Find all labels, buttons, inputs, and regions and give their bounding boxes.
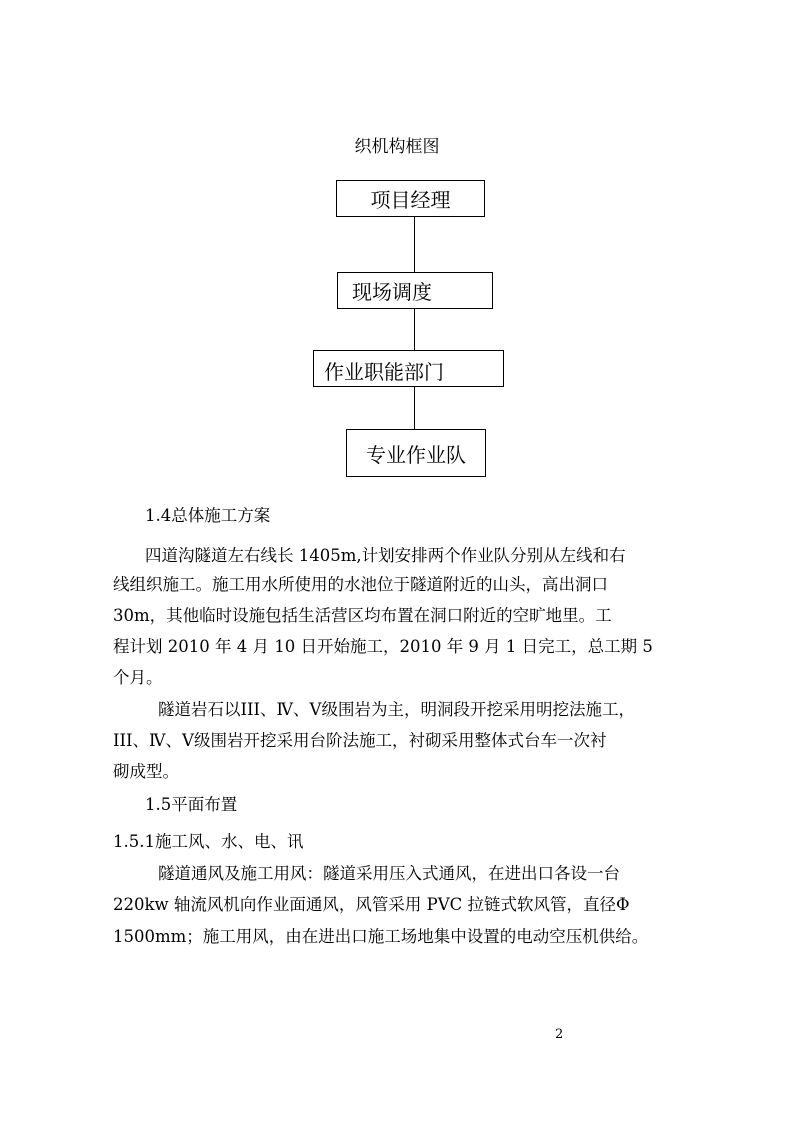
section-heading-1-4: 1.4总体施工方案 <box>145 506 271 525</box>
connector-line <box>414 309 415 350</box>
connector-line <box>414 387 415 430</box>
paragraph-line: III、Ⅳ、Ⅴ级围岩开挖采用台阶法施工，衬砌采用整体式台车一次衬 <box>113 731 607 750</box>
org-box-site-dispatch <box>337 272 493 309</box>
org-box-specialized-teams <box>346 429 486 477</box>
paragraph-line: 个月。 <box>113 668 163 687</box>
paragraph-line: 1500mm；施工用风，由在进出口施工场地集中设置的电动空压机供给。 <box>113 927 649 946</box>
org-chart-title: 织机构框图 <box>354 137 440 157</box>
paragraph-line: 线组织施工。施工用水所使用的水池位于隧道附近的山头，高出洞口 <box>113 575 608 594</box>
org-box-label: 专业作业队 <box>366 442 466 467</box>
subsection-heading-1-5-1: 1.5.1施工风、水、电、讯 <box>113 832 304 851</box>
paragraph-line: 30m，其他临时设施包括生活营区均布置在洞口附近的空旷地里。工 <box>113 606 612 625</box>
section-heading-1-5: 1.5平面布置 <box>145 795 238 814</box>
org-box-label: 作业职能部门 <box>324 360 444 384</box>
paragraph-line: 220kw 轴流风机向作业面通风，风管采用 PVC 拉链式软风管，直径Φ <box>113 895 630 914</box>
org-box-label: 项目经理 <box>370 188 451 212</box>
paragraph-line: 程计划 2010 年 4 月 10 日开始施工，2010 年 9 月 1 日完工，总工期 5 <box>113 637 653 656</box>
org-box-functional-departments <box>313 350 504 387</box>
paragraph-line: 隧道岩石以III、Ⅳ、Ⅴ级围岩为主，明洞段开挖采用明挖法施工， <box>158 700 635 719</box>
paragraph-line: 砌成型。 <box>113 762 179 781</box>
org-box-label: 现场调度 <box>352 280 432 304</box>
connector-line <box>414 217 415 273</box>
page-number: 2 <box>555 1027 564 1042</box>
org-box-project-manager <box>336 180 485 217</box>
paragraph-line: 四道沟隧道左右线长 1405m,计划安排两个作业队分别从左线和右 <box>145 546 626 565</box>
paragraph-line: 隧道通风及施工用风：隧道采用压入式通风，在进出口各设一台 <box>158 864 620 883</box>
